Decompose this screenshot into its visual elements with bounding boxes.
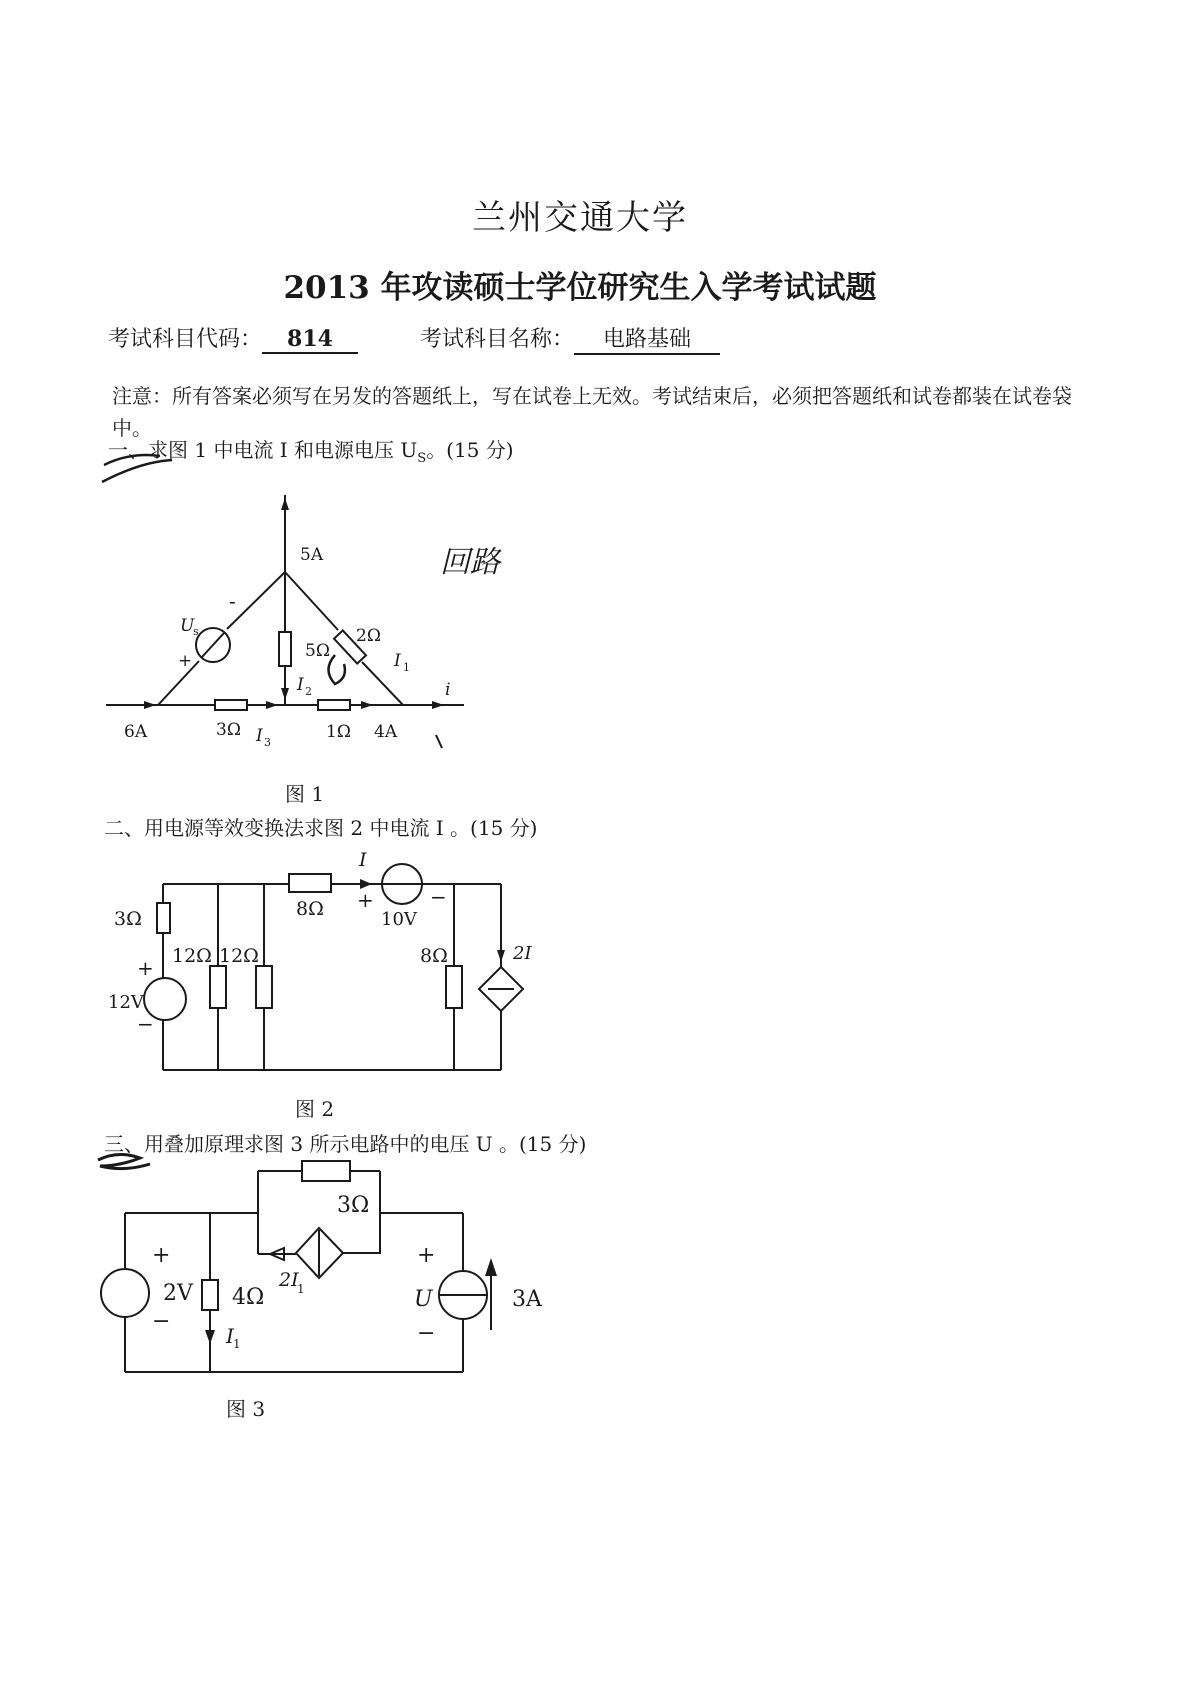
handwritten-scribble — [98, 1154, 150, 1168]
resistor-4ohm — [202, 1280, 218, 1310]
label-3ohm: 3Ω — [216, 720, 241, 740]
label-current-i: I — [359, 849, 367, 871]
label-12ohm-a: 12Ω — [172, 945, 212, 967]
figure-1-caption: 图 1 — [285, 782, 325, 806]
label-i1: I — [394, 651, 401, 671]
figure-2-circuit — [144, 864, 523, 1070]
figure-1-circuit — [102, 455, 464, 748]
label-i3: I — [256, 726, 263, 746]
handwritten-note: 回路 — [440, 545, 500, 580]
label-i3-sub: 3 — [264, 736, 271, 749]
label-2i1-sub: 1 — [297, 1282, 305, 1296]
label-i2: I — [297, 675, 304, 695]
question-1-subscript: S — [417, 451, 427, 466]
resistor-1ohm — [318, 700, 350, 710]
label-5ohm: 5Ω — [305, 641, 330, 661]
resistor-8ohm-right — [446, 966, 462, 1008]
label-5a: 5A — [300, 545, 324, 565]
subject-code-label: 考试科目代码： — [108, 327, 263, 352]
label-3ohm: 3Ω — [114, 908, 142, 930]
label-3a: 3A — [512, 1287, 542, 1312]
label-2v-plus: + — [152, 1243, 171, 1268]
exam-notice: 注意：所有答案必须写在另发的答题纸上，写在试卷上无效。考试结束后，必须把答题纸和试卷都装在试卷袋中。 — [112, 384, 1072, 440]
question-1-text: 一、求图 1 中电流 I 和电源电压 U — [108, 438, 418, 462]
exam-title: 2013 年攻读硕士学位研究生入学考试试题 — [283, 270, 877, 306]
subject-code-value: 814 — [262, 326, 358, 354]
label-us: U — [180, 616, 195, 636]
voltage-source-2v — [101, 1269, 149, 1317]
label-i: i — [445, 680, 451, 700]
label-us-plus: + — [178, 651, 193, 671]
label-i1-sub: 1 — [233, 1337, 241, 1351]
label-us-minus: - — [229, 589, 236, 613]
label-voltage-u: U — [414, 1287, 433, 1312]
label-3ohm: 3Ω — [337, 1193, 370, 1218]
label-1ohm: 1Ω — [326, 722, 351, 742]
label-4a: 4A — [374, 722, 398, 742]
label-10v-plus: + — [357, 888, 374, 912]
figure-3-caption: 图 3 — [226, 1397, 266, 1421]
question-1-tail: 。(15 分) — [426, 438, 514, 462]
label-12v: 12V — [108, 992, 144, 1013]
label-10v: 10V — [381, 909, 417, 930]
label-12v-plus: + — [137, 956, 154, 980]
resistor-3ohm — [302, 1161, 350, 1181]
label-12v-minus: − — [137, 1012, 154, 1036]
label-i1-sub: 1 — [403, 661, 410, 674]
subject-name-value: 电路基础 — [574, 322, 720, 355]
resistor-8ohm-top — [289, 874, 331, 892]
label-4ohm: 4Ω — [232, 1285, 265, 1310]
label-2v-minus: − — [152, 1309, 171, 1334]
figure-2-caption: 图 2 — [295, 1097, 335, 1121]
label-2i: 2I — [513, 943, 532, 964]
label-us-sub: s — [193, 625, 199, 638]
label-12ohm-b: 12Ω — [219, 945, 259, 967]
subject-name-label: 考试科目名称： — [420, 327, 575, 352]
label-10v-minus: − — [430, 885, 447, 909]
label-6a: 6A — [124, 722, 148, 742]
label-i2-sub: 2 — [305, 685, 312, 698]
university-name: 兰州交通大学 — [472, 198, 688, 238]
handwritten-loop-arrow — [329, 655, 345, 684]
resistor-5ohm — [279, 632, 291, 666]
label-u-plus: + — [417, 1243, 436, 1268]
label-2v: 2V — [163, 1281, 193, 1306]
question-2-text: 二、用电源等效变换法求图 2 中电流 I 。(15 分) — [104, 816, 538, 840]
question-3-text: 三、用叠加原理求图 3 所示电路中的电压 U 。(15 分) — [104, 1132, 587, 1156]
resistor-12ohm-a — [210, 966, 226, 1008]
label-8ohm-right: 8Ω — [420, 945, 448, 967]
label-2ohm: 2Ω — [356, 626, 381, 646]
label-2i1: 2I — [279, 1269, 299, 1291]
resistor-3ohm — [157, 903, 170, 933]
resistor-12ohm-b — [256, 966, 272, 1008]
label-u-minus: − — [417, 1321, 436, 1346]
label-8ohm-top: 8Ω — [296, 898, 324, 920]
resistor-3ohm — [215, 700, 247, 710]
label-i1: I — [226, 1324, 234, 1348]
